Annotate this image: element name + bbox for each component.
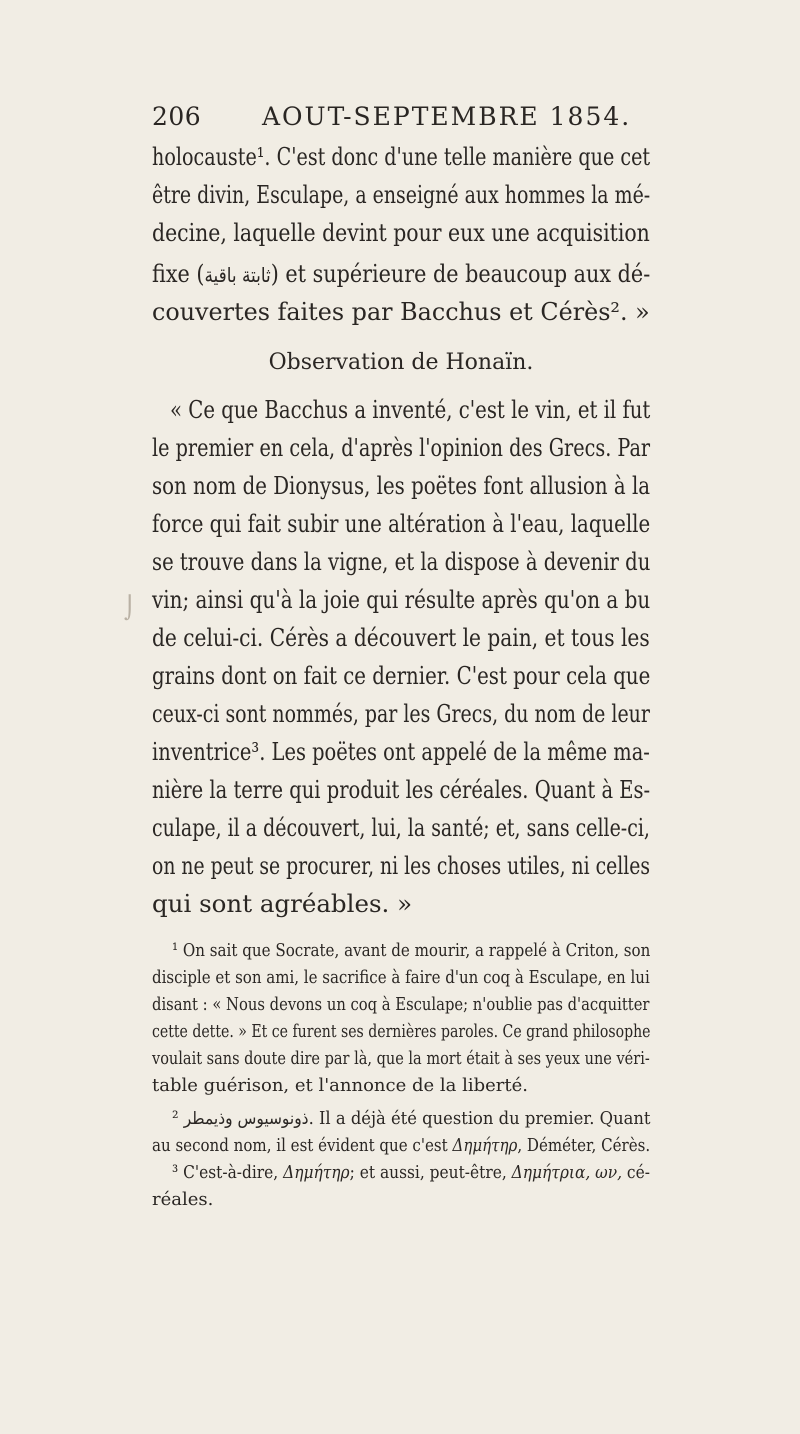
arabic-names: ذونوسيوس وذيمطر <box>183 1109 309 1129</box>
text-line: decine, laquelle devint pour eux une acquisition <box>152 218 650 247</box>
footnote-2: ² ذونوسيوس وذيمطر. Il a déjà été question du premier. Quant <box>172 1108 651 1129</box>
footnote-line: disant : « Nous devons un coq à Esculape; n'oublie pas d'acquitter <box>152 994 650 1015</box>
text-line: de celui-ci. Cérès a découvert le pain, et tous les <box>152 623 650 652</box>
footnote-3: ³ C'est-à-dire, Δημήτηρ; et aussi, peut-être, Δημήτρια, ων, cé- <box>172 1162 650 1183</box>
text-line: culape, il a découvert, lui, la santé; et, sans celle-ci, <box>152 813 650 842</box>
section-subheading: Observation de Honaïn. <box>268 350 534 375</box>
footnote-line: cette dette. » Et ce furent ses dernières paroles. Ce grand philosophe <box>152 1021 651 1042</box>
text-line: « Ce que Bacchus a inventé, c'est le vin, et il fut <box>170 395 651 424</box>
text-line: le premier en cela, d'après l'opinion des Grecs. Par <box>152 433 651 462</box>
footnote-2-line-2: au second nom, il est évident que c'est Δημήτηρ, Déméter, Cérès. <box>152 1135 651 1156</box>
text-line: ceux-ci sont nommés, par les Grecs, du nom de leur <box>152 699 650 728</box>
page-number: 206 <box>152 102 202 131</box>
greek-term: Δημήτρια, ων, <box>511 1162 623 1183</box>
footnote-line: table guérison, et l'annonce de la liberté. <box>152 1075 528 1096</box>
text-line: être divin, Esculape, a enseigné aux hommes la mé- <box>152 180 651 209</box>
greek-term: Δημήτηρ <box>452 1135 518 1156</box>
text-line: force qui fait subir une altération à l'eau, laquelle <box>152 509 651 538</box>
text-line: on ne peut se procurer, ni les choses utiles, ni celles <box>152 851 651 880</box>
running-header <box>152 102 652 136</box>
footnote-line: disciple et son ami, le sacrifice à faire d'un coq à Esculape, en lui <box>152 967 650 988</box>
footnote-line: réales. <box>152 1189 214 1210</box>
margin-mark: ⌡ <box>124 596 136 621</box>
text-line: vin; ainsi qu'à la joie qui résulte après qu'on a bu <box>152 585 651 614</box>
arabic-term: ثابتة باقية <box>204 263 271 287</box>
footnote-line: voulait sans doute dire par là, que la mort était à ses yeux une véri- <box>152 1048 650 1069</box>
footnote-line: ¹ On sait que Socrate, avant de mourir, a rappelé à Criton, son <box>172 940 651 961</box>
text-line: qui sont agréables. » <box>152 889 413 918</box>
greek-term: Δημήτηρ <box>283 1162 350 1183</box>
text-line: inventrice³. Les poëtes ont appelé de la même ma- <box>152 737 650 766</box>
text-line: holocauste¹. C'est donc d'une telle manière que cet <box>152 142 651 171</box>
text-line: son nom de Dionysus, les poëtes font allusion à la <box>152 471 651 500</box>
text-line: nière la terre qui produit les céréales. Quant à Es- <box>152 775 651 804</box>
text-line: grains dont on fait ce dernier. C'est pour cela que <box>152 661 651 690</box>
running-title: AOUT-SEPTEMBRE 1854. <box>262 102 632 131</box>
text-line: couvertes faites par Bacchus et Cérès². » <box>152 297 650 326</box>
text-line: se trouve dans la vigne, et la dispose à devenir du <box>152 547 651 576</box>
text-line-with-arabic: fixe (ثابتة باقية) et supérieure de beaucoup aux dé- <box>152 259 651 288</box>
